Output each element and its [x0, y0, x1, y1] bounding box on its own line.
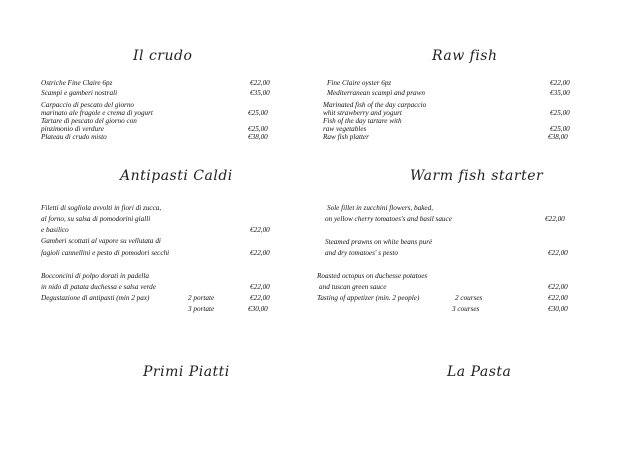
heading-antipasti-caldi: Antipasti Caldi [120, 168, 233, 184]
menu-item-name: Scampi e gamberi nostrali [41, 89, 118, 97]
menu-item-name: Tartare di pescato del giorno con [41, 117, 137, 125]
heading-il-crudo: Il crudo [133, 48, 193, 64]
heading-la-pasta: La Pasta [447, 364, 512, 380]
menu-item-name-cont: pinzimonio di verdure [41, 125, 104, 133]
menu-item-price: €35,00 [250, 89, 270, 97]
heading-warm-fish-starter: Warm fish starter [410, 168, 544, 184]
menu-item-price: €30,00 [248, 305, 268, 313]
menu-item-name-cont: in nido di patata duchessa e salsa verde [41, 283, 156, 291]
heading-primi-piatti: Primi Piatti [143, 364, 230, 380]
menu-item-name: Fine Claire oyster 6pz [327, 79, 392, 87]
menu-item-name: Bocconcini di polpo dorati in padella [41, 272, 149, 280]
menu-item-name-cont: fagioli cannellini e pesto di pomodori secchi [41, 249, 170, 257]
menu-item-name: Degustazione di antipasti (min 2 pax) [41, 294, 150, 302]
menu-item-price: €22,00 [545, 215, 565, 223]
menu-item-name: Mediterranean scampi and prawn [327, 89, 426, 97]
menu-item-option: 3 portate [188, 305, 215, 313]
menu-item-name: Sole fillet in zucchini flowers, baked, [327, 204, 433, 212]
menu-item-name-cont: raw vegetables [323, 125, 367, 133]
menu-item-name: Tasting of appetizer (min. 2 people) [317, 294, 420, 302]
menu-item-price: €22,00 [250, 79, 270, 87]
menu-item-price: €22,00 [548, 283, 568, 291]
menu-item-name-cont: e basilico [41, 226, 69, 234]
menu-item-price: €22,00 [250, 283, 270, 291]
menu-item-name: Filetti di sogliola avvolti in fiori di zucca, [41, 204, 162, 212]
menu-item-price: €38,00 [248, 133, 268, 141]
menu-item-price: €38,00 [548, 133, 568, 141]
menu-item-option: 2 courses [455, 294, 483, 302]
menu-item-name: Plateau di crudo misto [41, 133, 107, 141]
menu-item-price: €25,00 [550, 109, 570, 117]
menu-item-price: €30,00 [548, 305, 568, 313]
menu-item-price: €35,00 [550, 89, 570, 97]
menu-item-price: €25,00 [248, 125, 268, 133]
menu-item-price: €22,00 [550, 79, 570, 87]
menu-item-name: Carpaccio di pescato del giorno [41, 101, 135, 109]
menu-item-name: Raw fish platter [323, 133, 369, 141]
menu-item-name-cont: al forno, su salsa di pomodorini gialli [41, 215, 151, 223]
menu-item-price: €22,00 [548, 294, 568, 302]
menu-item-price: €25,00 [248, 109, 268, 117]
menu-item-option: 2 portate [188, 294, 215, 302]
menu-item-name-cont: and dry tomatoes' s pesto [325, 249, 399, 257]
menu-item-price: €22,00 [250, 249, 270, 257]
menu-item-price: €22,00 [250, 294, 270, 302]
menu-item-name: Steamed prawns on white beans purè [325, 238, 433, 246]
menu-item-name-cont: and tuscan green sauce [319, 283, 387, 291]
menu-item-price: €22,00 [250, 226, 270, 234]
menu-item-name: Ostriche Fine Claire 6pz [41, 79, 113, 87]
menu-item-name-cont: on yellow cherry tomatoes's and basil sauce [325, 215, 452, 223]
heading-raw-fish: Raw fish [432, 48, 498, 64]
menu-item-name: Roasted octopus on duchesse potatoes [317, 272, 428, 280]
menu-item-price: €25,00 [550, 125, 570, 133]
menu-item-price: €22,00 [548, 249, 568, 257]
menu-item-name: Fish of the day tartare with [323, 117, 402, 125]
menu-item-option: 3 courses [452, 305, 480, 313]
menu-item-name: Marinated fish of the day carpaccio [323, 101, 427, 109]
menu-item-name: Gamberi scottati al vapore su vellutata di [41, 237, 161, 245]
menu-item-name-cont: whit strawberry and yogurt [323, 109, 402, 117]
menu-item-name-cont: marinato ale fragole e crema di yogurt [41, 109, 153, 117]
